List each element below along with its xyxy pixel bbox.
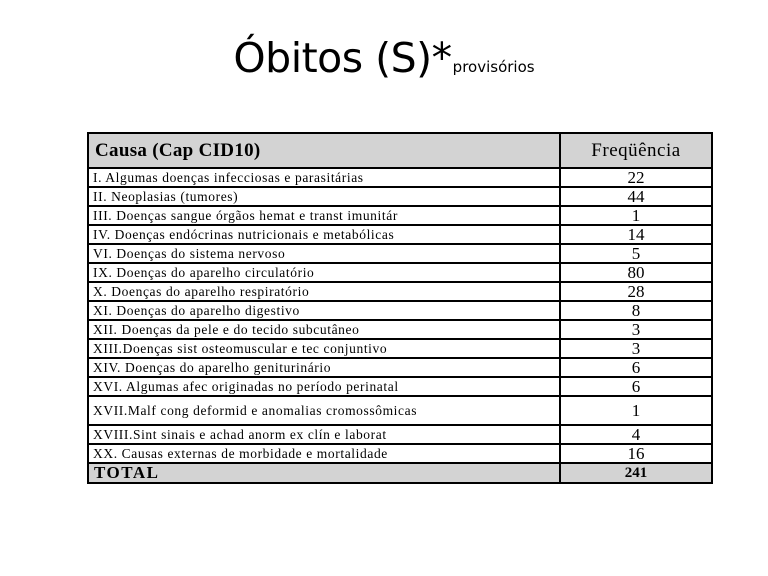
cell-cause: VI. Doenças do sistema nervoso xyxy=(88,244,560,263)
table-row xyxy=(88,282,712,301)
cell-frequency: 1 xyxy=(560,206,712,225)
cell-cause: XVI. Algumas afec originadas no período perinatal xyxy=(88,377,560,396)
title-subscript: provisórios xyxy=(452,58,535,76)
cell-cause: XX. Causas externas de morbidade e mortalidade xyxy=(88,444,560,463)
cell-cause: IV. Doenças endócrinas nutricionais e metabólicas xyxy=(88,225,560,244)
cell-cause: X. Doenças do aparelho respiratório xyxy=(88,282,560,301)
table-row xyxy=(88,206,712,225)
cell-frequency: 1 xyxy=(560,396,712,425)
cell-cause: XVII.Malf cong deformid e anomalias cromossômicas xyxy=(88,396,560,425)
title-main: Óbitos (S)* xyxy=(233,34,452,82)
table-row xyxy=(88,377,712,396)
cell-frequency: 28 xyxy=(560,282,712,301)
cell-cause: XI. Doenças do aparelho digestivo xyxy=(88,301,560,320)
table-row xyxy=(88,168,712,187)
cell-cause: XIV. Doenças do aparelho geniturinário xyxy=(88,358,560,377)
total-label: TOTAL xyxy=(88,463,560,483)
cell-frequency: 6 xyxy=(560,377,712,396)
cell-cause: II. Neoplasias (tumores) xyxy=(88,187,560,206)
cell-frequency: 80 xyxy=(560,263,712,282)
header-frequency: Freqüência xyxy=(560,133,712,168)
cell-frequency: 22 xyxy=(560,168,712,187)
slide-title xyxy=(0,34,768,82)
total-value: 241 xyxy=(560,463,712,483)
cell-frequency: 14 xyxy=(560,225,712,244)
deaths-by-cause-table xyxy=(87,132,713,484)
cell-cause: XII. Doenças da pele e do tecido subcutâneo xyxy=(88,320,560,339)
table-row xyxy=(88,187,712,206)
table-row xyxy=(88,444,712,463)
cell-cause: III. Doenças sangue órgãos hemat e transt imunitár xyxy=(88,206,560,225)
table-row xyxy=(88,301,712,320)
header-cause: Causa (Cap CID10) xyxy=(88,133,560,168)
cell-frequency: 4 xyxy=(560,425,712,444)
table-row xyxy=(88,339,712,358)
table-row xyxy=(88,320,712,339)
cell-frequency: 16 xyxy=(560,444,712,463)
cell-frequency: 3 xyxy=(560,320,712,339)
table-row xyxy=(88,244,712,263)
table-row xyxy=(88,396,712,425)
cell-frequency: 5 xyxy=(560,244,712,263)
table-row xyxy=(88,225,712,244)
table-row xyxy=(88,425,712,444)
table-row xyxy=(88,263,712,282)
table-row xyxy=(88,358,712,377)
table-total-row xyxy=(88,463,712,483)
cell-frequency: 8 xyxy=(560,301,712,320)
cell-cause: I. Algumas doenças infecciosas e parasitárias xyxy=(88,168,560,187)
cell-cause: XIII.Doenças sist osteomuscular e tec conjuntivo xyxy=(88,339,560,358)
cell-cause: IX. Doenças do aparelho circulatório xyxy=(88,263,560,282)
cell-frequency: 6 xyxy=(560,358,712,377)
cell-frequency: 44 xyxy=(560,187,712,206)
cell-frequency: 3 xyxy=(560,339,712,358)
cell-cause: XVIII.Sint sinais e achad anorm ex clín e laborat xyxy=(88,425,560,444)
table-header-row xyxy=(88,133,712,168)
